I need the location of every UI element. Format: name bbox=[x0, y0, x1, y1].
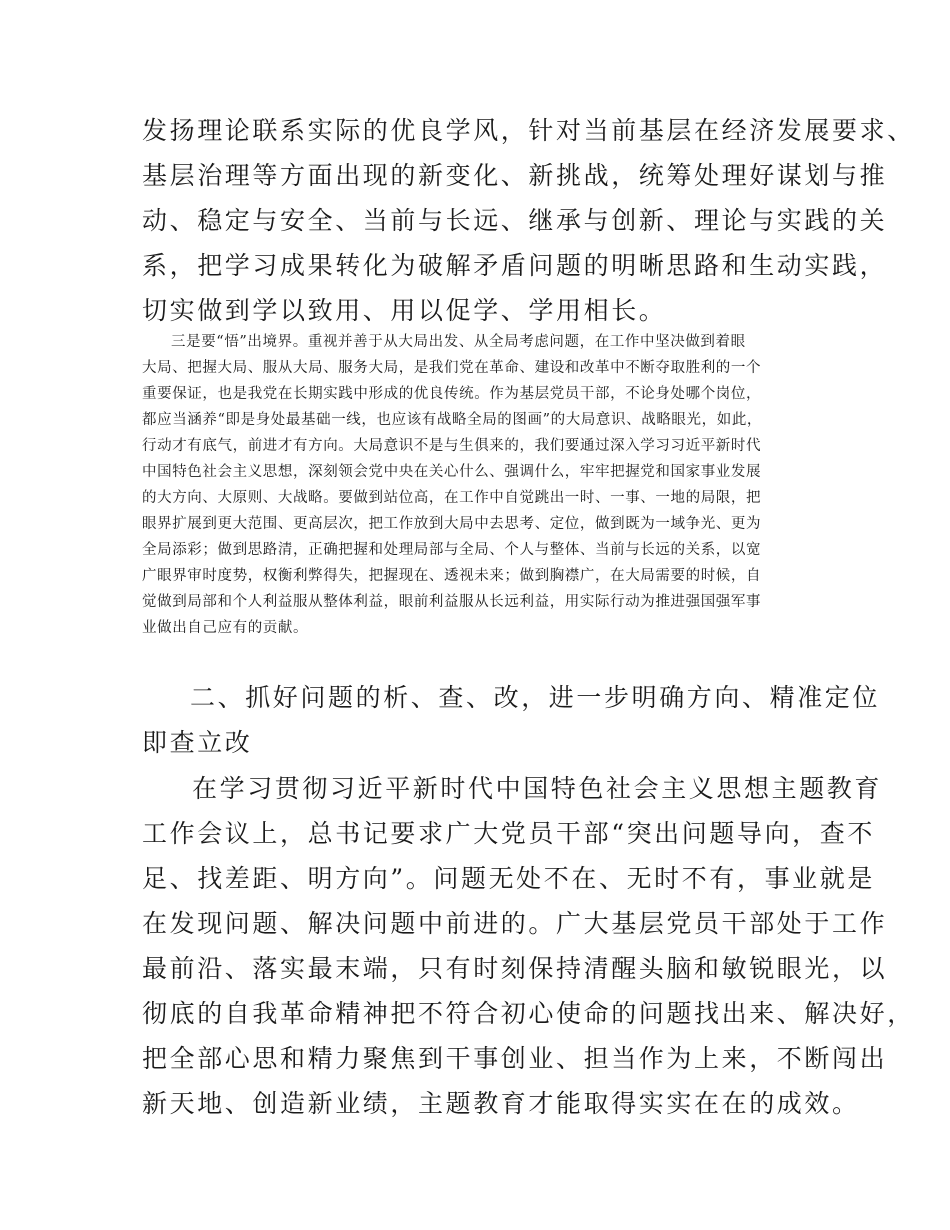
paragraph-2-line: 的大方向、大原则、大战略。要做到站位高，在工作中自觉跳出一时、一事、一地的局限，把 bbox=[142, 490, 762, 506]
section-heading-line: 即查立改 bbox=[142, 728, 253, 757]
paragraph-2-line: 都应当涵养“即是身处最基础一线，也应该有战略全局的图画”的大局意识、战略眼光，如此， bbox=[142, 412, 763, 428]
paragraph-3-line: 工作会议上，总书记要求广大党员干部“突出问题导向，查不 bbox=[142, 819, 875, 848]
paragraph-2-line: 中国特色社会主义思想，深刻领会党中央在关心什么、强调什么，牢牢把握党和国家事业发展 bbox=[142, 464, 762, 480]
paragraph-2-line: 三是要“悟”出境界。重视并善于从大局出发、从全局考虑问题，在工作中坚决做到着眼 bbox=[171, 334, 746, 350]
paragraph-3 bbox=[142, 766, 915, 1126]
paragraph-3-line: 彻底的自我革命精神把不符合初心使命的问题找出来、解决好， bbox=[142, 999, 915, 1028]
paragraph-2-line: 觉做到局部和个人利益服从整体利益，眼前利益服从长远利益，用实际行动为推进强国强军事 bbox=[142, 594, 762, 610]
paragraph-1-line: 基层治理等方面出现的新变化、新挑战，统筹处理好谋划与推 bbox=[142, 161, 888, 190]
paragraph-1-line: 切实做到学以致用、用以促学、学用相长。 bbox=[142, 296, 667, 325]
paragraph-3-line: 在发现问题、解决问题中前进的。广大基层党员干部处于工作 bbox=[142, 909, 888, 938]
paragraph-3-line: 最前沿、落实最末端，只有时刻保持清醒头脑和敏锐眼光，以 bbox=[142, 954, 888, 983]
paragraph-2-line: 广眼界审时度势，权衡利弊得失，把握现在、透视未来；做到胸襟广，在大局需要的时候，自 bbox=[142, 568, 762, 584]
paragraph-3-line: 把全部心思和精力聚焦到干事创业、担当作为上来，不断闯出 bbox=[142, 1044, 888, 1073]
paragraph-2-line: 行动才有底气，前进才有方向。大局意识不是与生俱来的，我们要通过深入学习习近平新时代 bbox=[142, 438, 762, 454]
paragraph-1-line: 发扬理论联系实际的优良学风，针对当前基层在经济发展要求、 bbox=[142, 116, 915, 145]
section-heading bbox=[142, 675, 881, 765]
paragraph-2-line: 全局添彩；做到思路清，正确把握和处理局部与全局、个人与整体、当前与长远的关系，以宽 bbox=[142, 542, 762, 558]
section-heading-line: 二、抓好问题的析、查、改，进一步明确方向、精准定位 bbox=[190, 683, 881, 712]
paragraph-3-line: 在学习贯彻习近平新时代中国特色社会主义思想主题教育 bbox=[192, 774, 883, 803]
paragraph-2-line: 眼界扩展到更大范围、更高层次，把工作放到大局中去思考、定位，做到既为一域争光、更为 bbox=[142, 516, 762, 532]
paragraph-2 bbox=[142, 329, 818, 641]
paragraph-1-line: 系，把学习成果转化为破解矛盾问题的明晰思路和生动实践， bbox=[142, 251, 888, 280]
paragraph-3-line: 足、找差距、明方向”。问题无处不在、无时不有，事业就是 bbox=[142, 864, 875, 893]
paragraph-3-line: 新天地、创造新业绩，主题教育才能取得实实在在的成效。 bbox=[142, 1089, 860, 1118]
paragraph-2-line: 重要保证，也是我党在长期实践中形成的优良传统。作为基层党员干部，不论身处哪个岗位， bbox=[142, 386, 762, 402]
paragraph-2-line: 业做出自己应有的贡献。 bbox=[142, 620, 309, 636]
paragraph-2-line: 大局、把握大局、服从大局、服务大局，是我们党在革命、建设和改革中不断夺取胜利的一个 bbox=[142, 360, 762, 376]
paragraph-1-line: 动、稳定与安全、当前与长远、继承与创新、理论与实践的关 bbox=[142, 206, 888, 235]
paragraph-1 bbox=[142, 108, 915, 333]
